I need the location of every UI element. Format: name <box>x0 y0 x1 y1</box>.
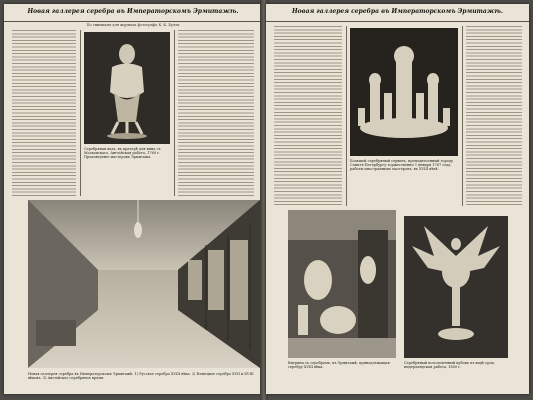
left-text-column-3 <box>178 30 254 196</box>
display-case-caption: Витрина съ серебромъ, въ Эрмитажѣ, принадлежащая серебру XVIII вѣка. <box>288 361 390 369</box>
left-page-header: Новая галлерея серебра въ Императорскомъ Эрмитажѣ. <box>4 8 262 22</box>
left-page-subheader: По снимкамъ для журнала фотографа К. К. Булла <box>86 23 180 27</box>
vase-photo <box>84 32 170 144</box>
vase-photo-caption: Серебряная ваза, въ кратерѣ для вина съ Московскаго. Англійская работа, 1760 г. Произведеніе мастеровъ Эрмитажа. <box>84 147 161 159</box>
column-rule <box>80 30 81 196</box>
column-rule <box>174 30 175 196</box>
gallery-hall-photo <box>28 200 260 368</box>
right-text-column-1 <box>274 26 342 206</box>
right-page <box>266 4 529 394</box>
left-page <box>4 4 262 394</box>
silver-service-photo <box>350 28 458 156</box>
display-case-photo <box>288 210 396 358</box>
display-case-illustration <box>288 210 396 358</box>
column-rule <box>346 26 347 206</box>
gallery-hall-caption: Новая галлерея серебра въ Императорскомъ Эрмитажѣ: 1) Русское серебро XVIII вѣка. 2) Немецкое серебро XVII и XVIII вѣковъ. 3) Англійское серебряное время. <box>28 372 254 380</box>
eagle-cup-caption: Серебряный позолоченный кубокъ въ видѣ орла, нидерландская работа, 1650 г. <box>404 361 495 369</box>
eagle-cup-illustration <box>404 216 508 358</box>
right-page-header: Новая галлерея серебра въ Императорскомъ Эрмитажѣ. <box>266 8 529 22</box>
column-rule <box>462 26 463 206</box>
eagle-cup-photo <box>404 216 508 358</box>
left-text-column-1 <box>12 30 76 196</box>
silver-service-illustration <box>350 28 458 156</box>
right-text-column-3 <box>466 26 522 206</box>
silver-service-caption: Большой серебряный сервизъ, преподнесенный городу Санктъ-Петербургу торжественно 1 января 1767 года, работы иностранныхъ мастеровъ, въ XVIII вѣкѣ. <box>350 159 454 171</box>
vase-illustration <box>84 32 170 144</box>
gallery-hall-illustration <box>28 200 260 368</box>
